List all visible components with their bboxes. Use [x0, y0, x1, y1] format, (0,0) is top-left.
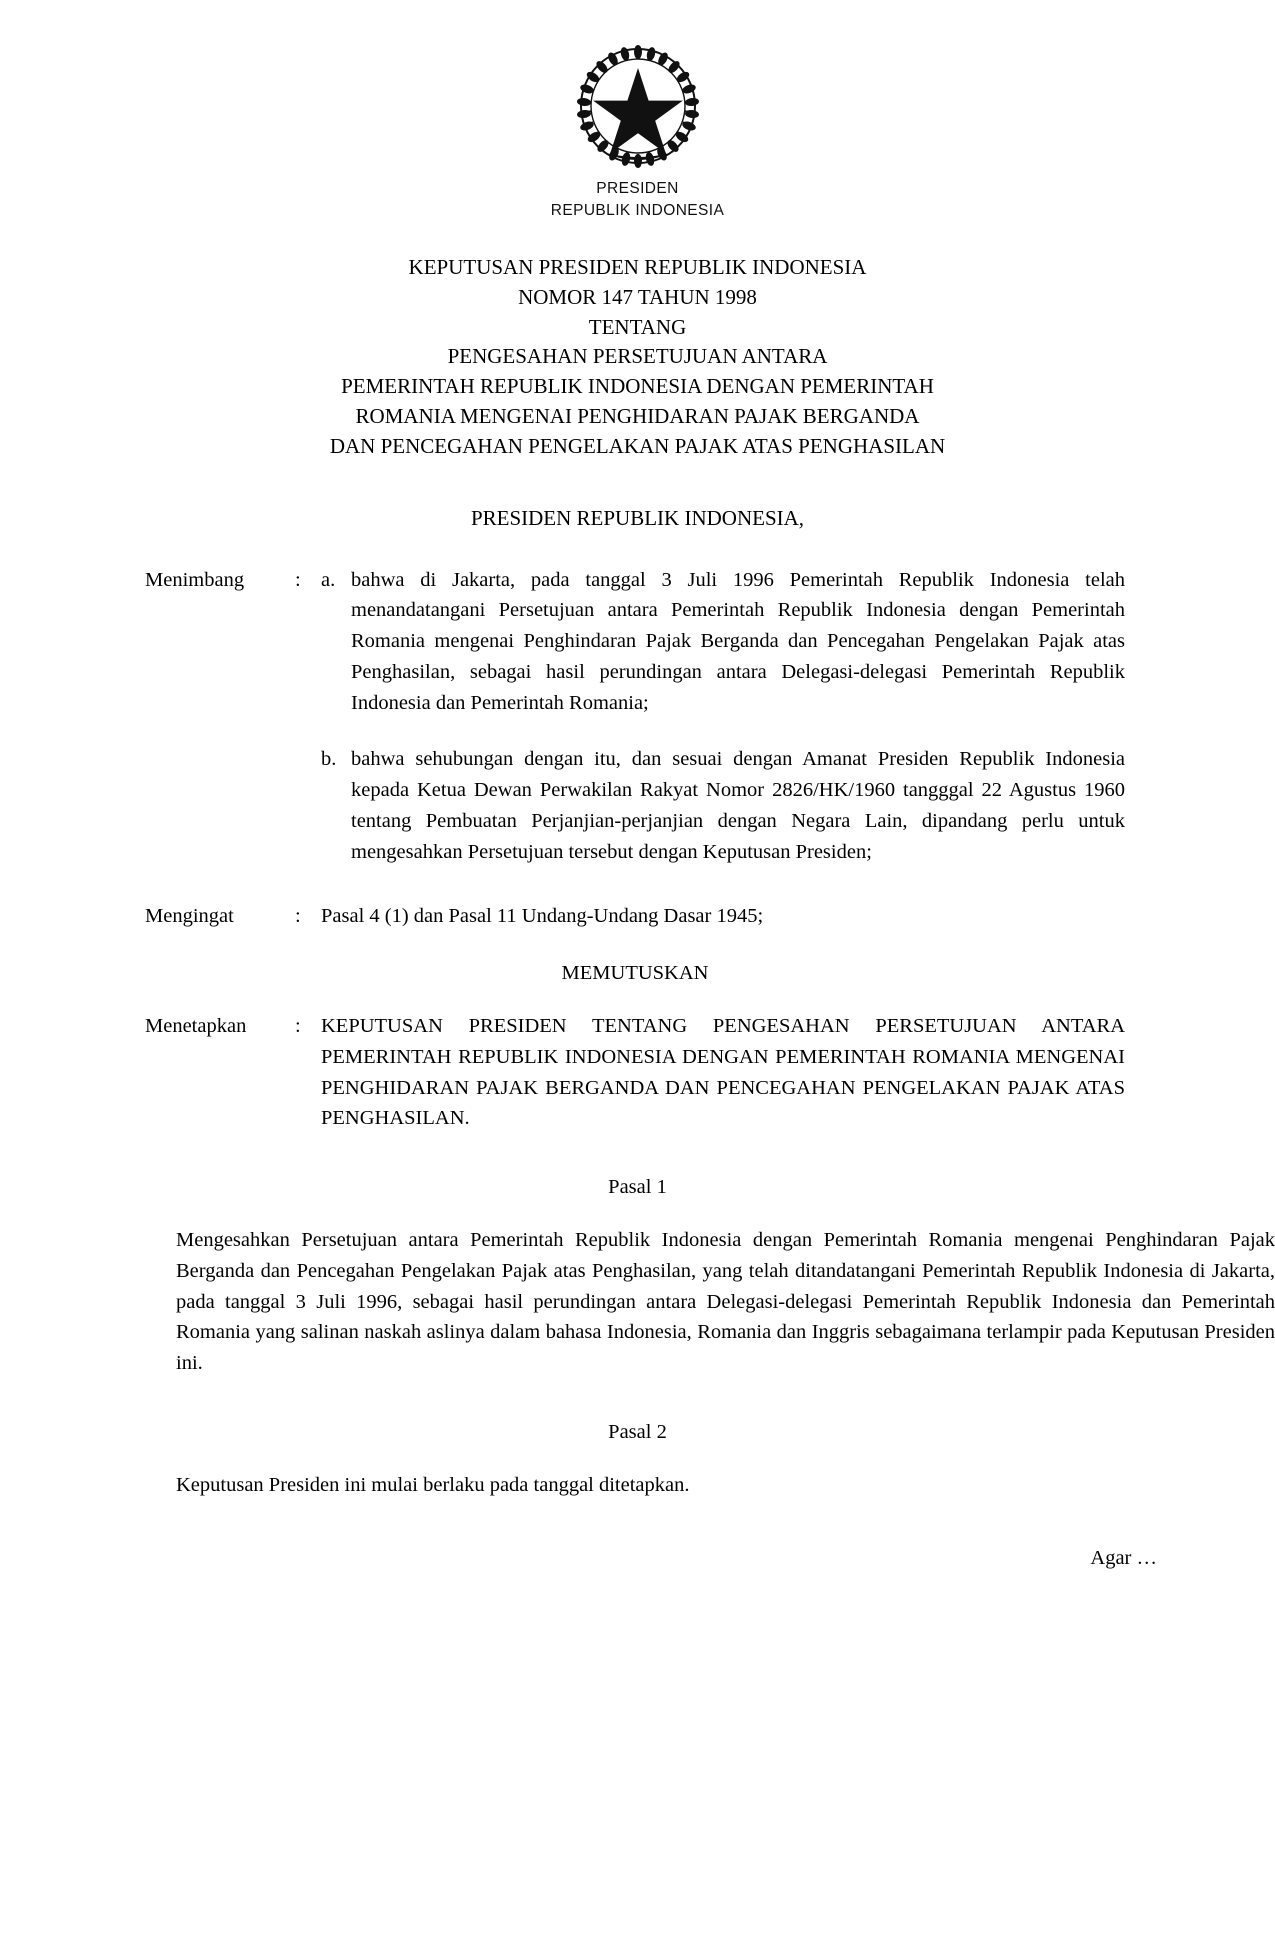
considering-text-a: bahwa di Jakarta, pada tanggal 3 Juli 1996 Pemerintah Republik Indonesia telah menandatangani Persetujuan antara Pemerintah Republik Indonesia dengan Pemerintah Romania mengenai Penghindaran Pajak Berganda dan Pencegahan Pengelakan Pajak atas Penghasilan, sebagai hasil perundingan antara Delegasi-delegasi Pemerintah Republik Indonesia dan Pemerintah Romania;: [351, 568, 1125, 714]
establishing-clause: [145, 1011, 1125, 1134]
page-continuation-note: Agar …: [1090, 1546, 1157, 1569]
header-institution: [0, 178, 1275, 223]
indonesia-national-emblem-star-wreath-icon: [572, 40, 704, 172]
article-1-text: Mengesahkan Persetujuan antara Pemerintah Republik Indonesia dengan Pemerintah Romania mengenai Penghindaran Pajak Berganda dan Pencegahan Pengelakan Pajak atas Penghasilan, yang telah ditandatangani Pemerintah Republik Indonesia di Jakarta, pada tanggal 3 Juli 1996, sebagai hasil perundingan antara Delegasi-delegasi Pemerintah Republik Indonesia dan Pemerintah Romania yang salinan naskah aslinya dalam bahasa Indonesia, Romania dan Inggris sebagaimana terlampir pada Keputusan Presiden ini.: [176, 1229, 1275, 1375]
document-body: [0, 565, 1275, 1135]
considering-clause-b: [145, 744, 1125, 867]
title-line-3: TENTANG: [588, 314, 687, 339]
establishing-text: KEPUTUSAN PRESIDEN TENTANG PENGESAHAN PERSETUJUAN ANTARA PEMERINTAH REPUBLIK INDONESIA DENGAN PEMERINTAH ROMANIA MENGENAI PENGHIDARAN PAJAK BERGANDA DAN PENCEGAHAN PENGELAKAN PAJAK ATAS PENGHASILAN.: [321, 1015, 1125, 1130]
establishing-label: Menetapkan: [145, 1015, 247, 1038]
title-line-7: DAN PENCEGAHAN PENGELAKAN PAJAK ATAS PENGHASILAN: [329, 433, 946, 458]
article-1-heading: Pasal 1: [608, 1176, 667, 1199]
article-2-text: Keputusan Presiden ini mulai berlaku pada tanggal ditetapkan.: [176, 1473, 690, 1496]
title-line-6: ROMANIA MENGENAI PENGHIDARAN PAJAK BERGANDA: [355, 404, 920, 428]
title-line-2: NOMOR 147 TAHUN 1998: [518, 284, 757, 309]
considering-clause-a: [145, 565, 1125, 719]
remembering-clause: [145, 901, 1125, 932]
title-line-1: KEPUTUSAN PRESIDEN REPUBLIK INDONESIA: [408, 254, 867, 279]
article-2-heading: Pasal 2: [608, 1420, 667, 1443]
considering-label: Menimbang: [145, 568, 245, 591]
title-line-4: PENGESAHAN PERSETUJUAN ANTARA: [447, 344, 828, 369]
considering-colon: :: [295, 568, 301, 591]
considering-marker-b: b.: [321, 748, 337, 771]
establishing-colon: :: [295, 1015, 301, 1038]
remembering-text: Pasal 4 (1) dan Pasal 11 Undang-Undang Dasar 1945;: [321, 905, 764, 928]
considering-text-b: bahwa sehubungan dengan itu, dan sesuai dengan Amanat Presiden Republik Indonesia kepada Ketua Dewan Perwakilan Rakyat Nomor 2826/HK/1960 tangggal 22 Agustus 1960 tentang Pembuatan Perjanjian-perjanjian dengan Negara Lain, dipandang perlu untuk mengesahkan Persetujuan tersebut dengan Keputusan Presiden;: [351, 748, 1125, 863]
header-line-republic: REPUBLIK INDONESIA: [550, 202, 725, 220]
emblem-container: [0, 0, 1275, 172]
decides-heading: MEMUTUSKAN: [561, 962, 709, 985]
remembering-label: Mengingat: [145, 905, 234, 928]
remembering-colon: :: [295, 905, 301, 928]
document-title: [0, 253, 1275, 462]
header-line-president: PRESIDEN: [596, 180, 679, 197]
document-subtitle: PRESIDEN REPUBLIK INDONESIA,: [470, 505, 805, 530]
considering-marker-a: a.: [321, 568, 336, 591]
title-line-5: PEMERINTAH REPUBLIK INDONESIA DENGAN PEMERINTAH: [341, 374, 934, 399]
